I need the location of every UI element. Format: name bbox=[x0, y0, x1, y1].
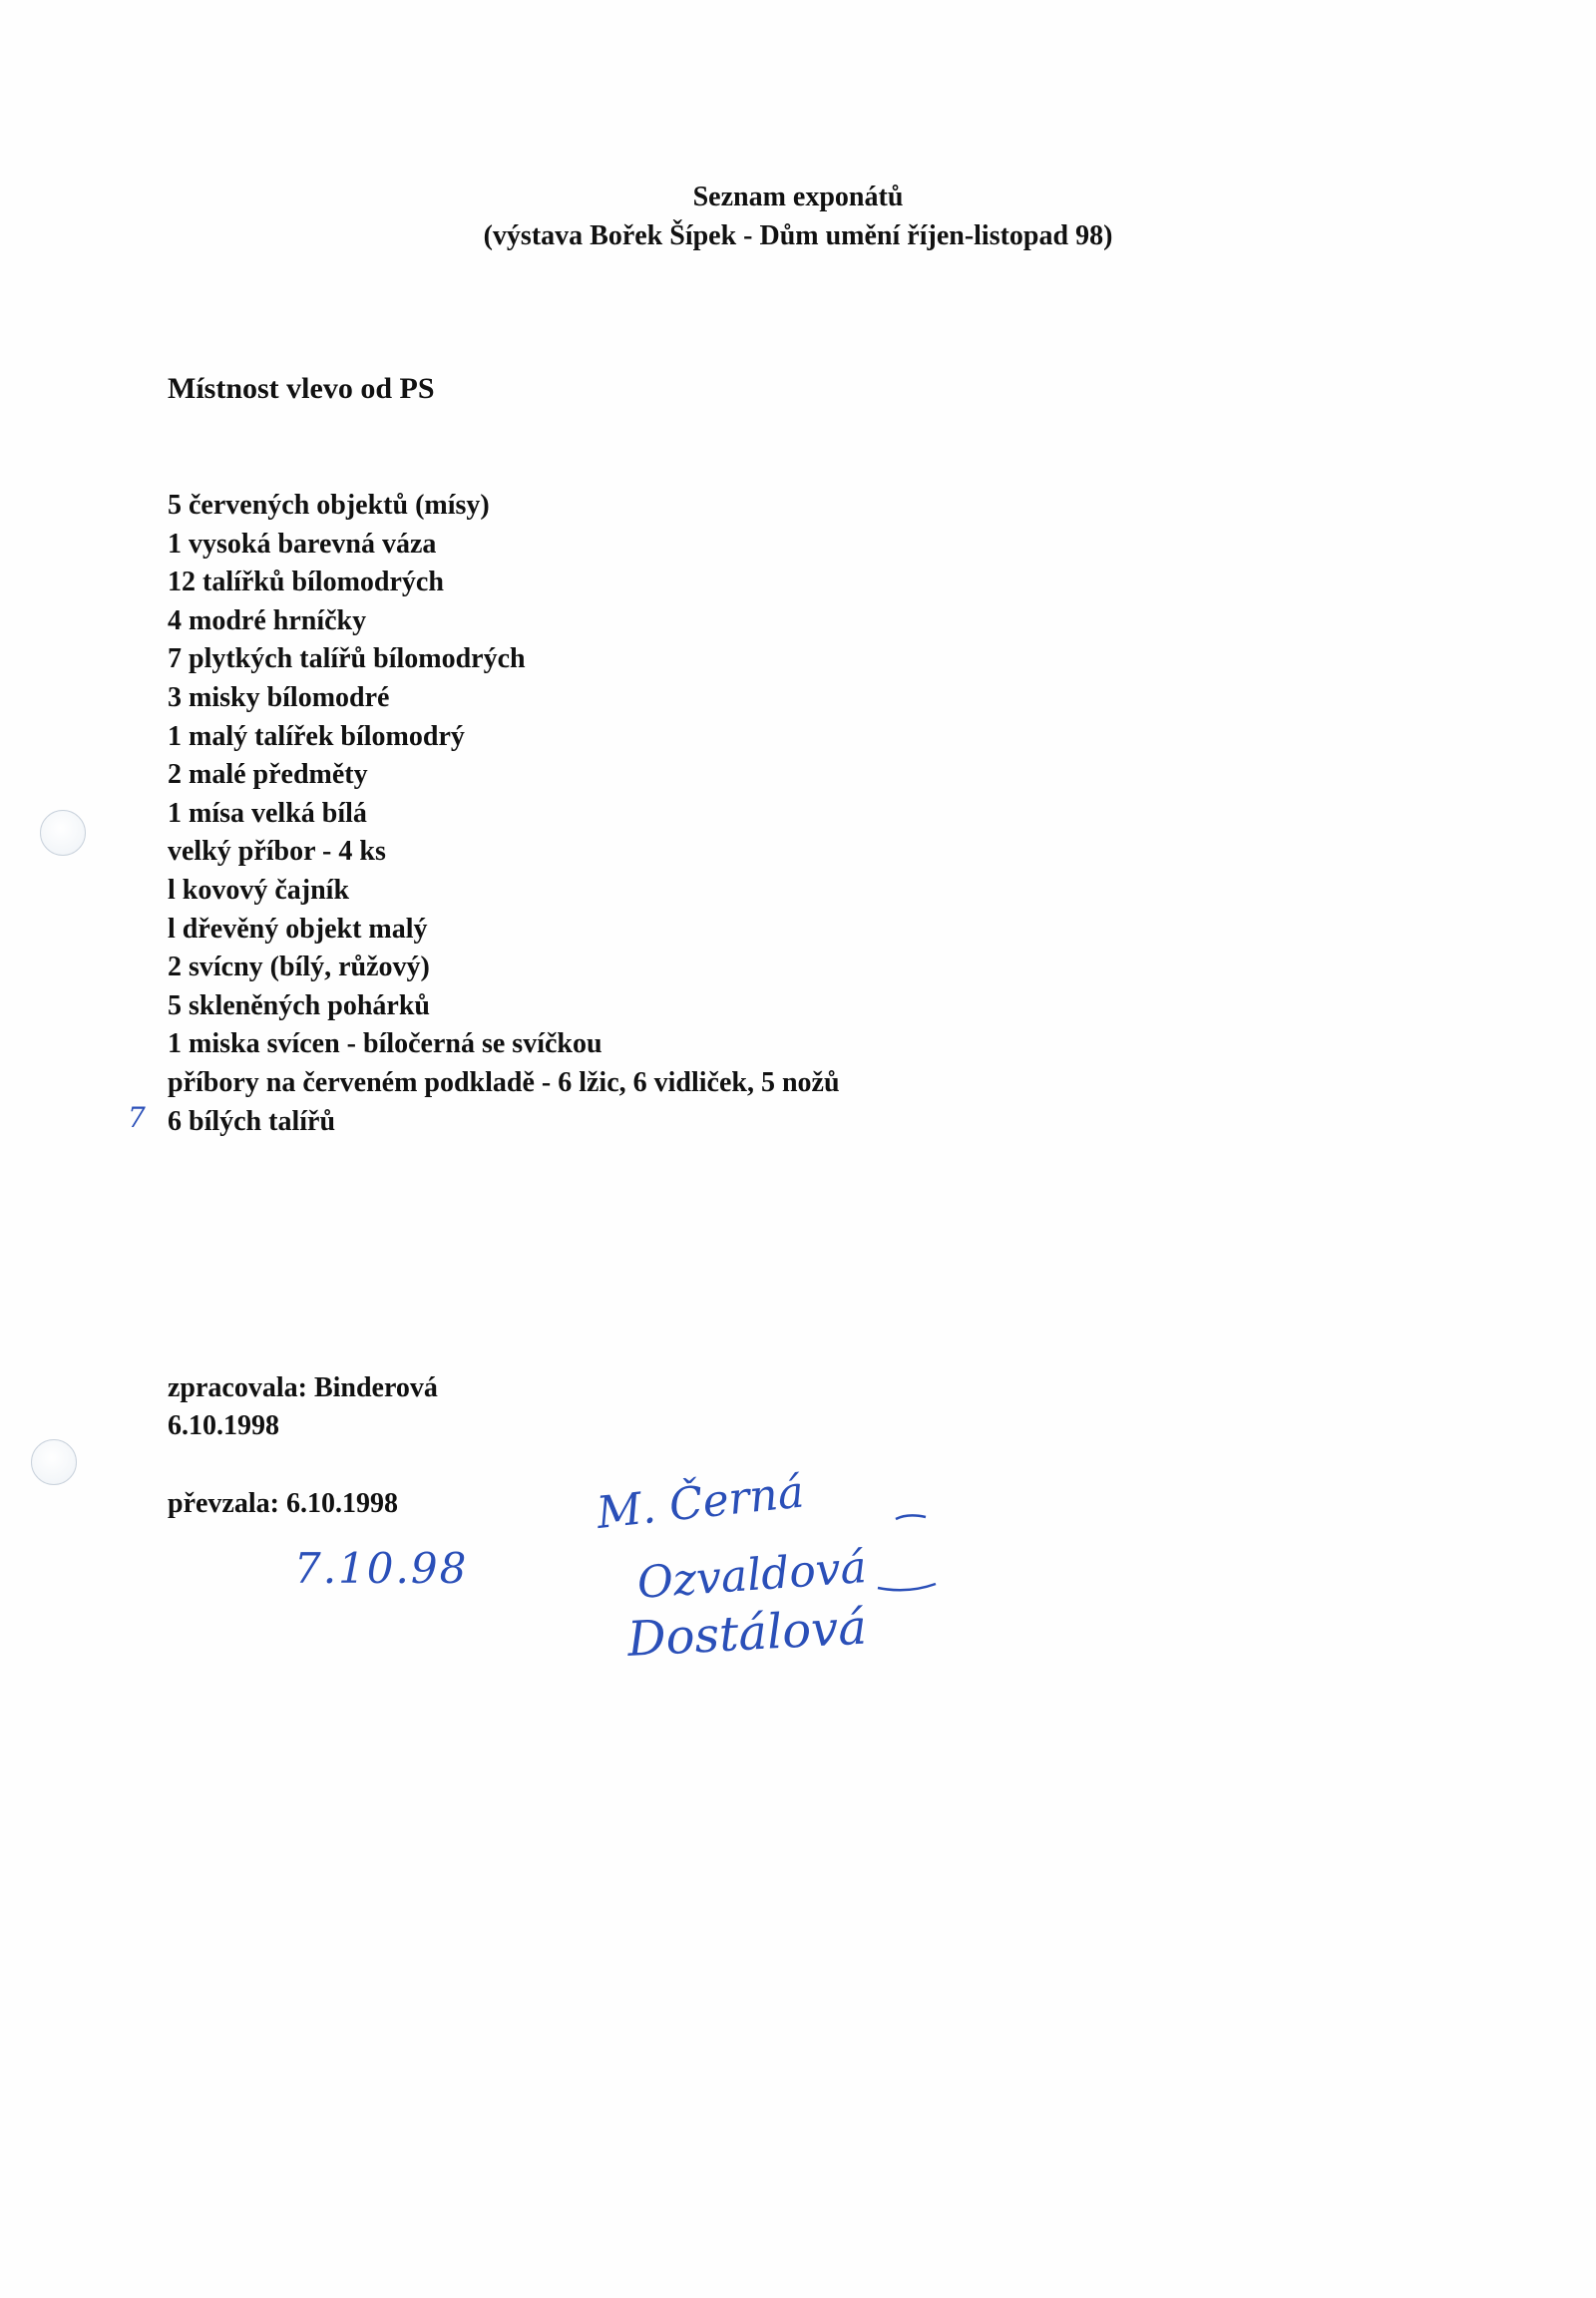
signature-flourish bbox=[896, 1515, 926, 1519]
list-item: 12 talířků bílomodrých bbox=[168, 567, 444, 598]
signature-line: Dostálová bbox=[625, 1599, 869, 1668]
list-item: 1 mísa velká bílá bbox=[168, 797, 367, 829]
signature-line: M. Černá bbox=[594, 1466, 807, 1539]
list-item: 3 misky bílomodré bbox=[168, 681, 390, 713]
processed-by: zpracovala: Binderová bbox=[168, 1372, 438, 1403]
document-subtitle: (výstava Bořek Šípek - Dům umění říjen-listopad 98) bbox=[483, 220, 1113, 251]
list-item: příbory na červeném podkladě - 6 lžic, 6 vidliček, 5 nožů bbox=[168, 1066, 840, 1098]
list-item: 1 vysoká barevná váza bbox=[168, 528, 437, 560]
list-item: 1 miska svícen - bíločerná se svíčkou bbox=[168, 1028, 602, 1060]
received-line: převzala: 6.10.1998 bbox=[168, 1488, 398, 1519]
punch-hole bbox=[40, 810, 86, 856]
processed-date: 6.10.1998 bbox=[168, 1410, 279, 1441]
list-item: 2 svícny (bílý, růžový) bbox=[168, 952, 430, 983]
processed-block bbox=[168, 1369, 438, 1445]
list-item: 6 bílých talířů bbox=[168, 1105, 336, 1137]
handwritten-margin-note: 7 bbox=[128, 1101, 146, 1134]
handwritten-date: 7.10.98 bbox=[294, 1544, 469, 1593]
list-item: velký příbor - 4 ks bbox=[168, 836, 386, 868]
list-item: 5 červených objektů (mísy) bbox=[168, 490, 490, 521]
list-item: l dřevěný objekt malý bbox=[168, 913, 428, 945]
title-block bbox=[0, 178, 1596, 255]
list-item: 2 malé předměty bbox=[168, 759, 368, 791]
exhibit-list bbox=[168, 487, 840, 1141]
list-item: 1 malý talířek bílomodrý bbox=[168, 720, 465, 752]
document-title: Seznam exponátů bbox=[692, 182, 904, 212]
list-item: 5 skleněných pohárků bbox=[168, 989, 430, 1021]
signature-line: Ozvaldová bbox=[635, 1542, 869, 1609]
signature-flourish bbox=[878, 1584, 936, 1590]
room-heading: Místnost vlevo od PS bbox=[168, 372, 435, 405]
list-item: 7 plytkých talířů bílomodrých bbox=[168, 643, 526, 675]
list-item: l kovový čajník bbox=[168, 874, 350, 906]
punch-hole bbox=[31, 1439, 77, 1485]
received-block bbox=[168, 1485, 398, 1523]
list-item: 4 modré hrníčky bbox=[168, 604, 367, 636]
